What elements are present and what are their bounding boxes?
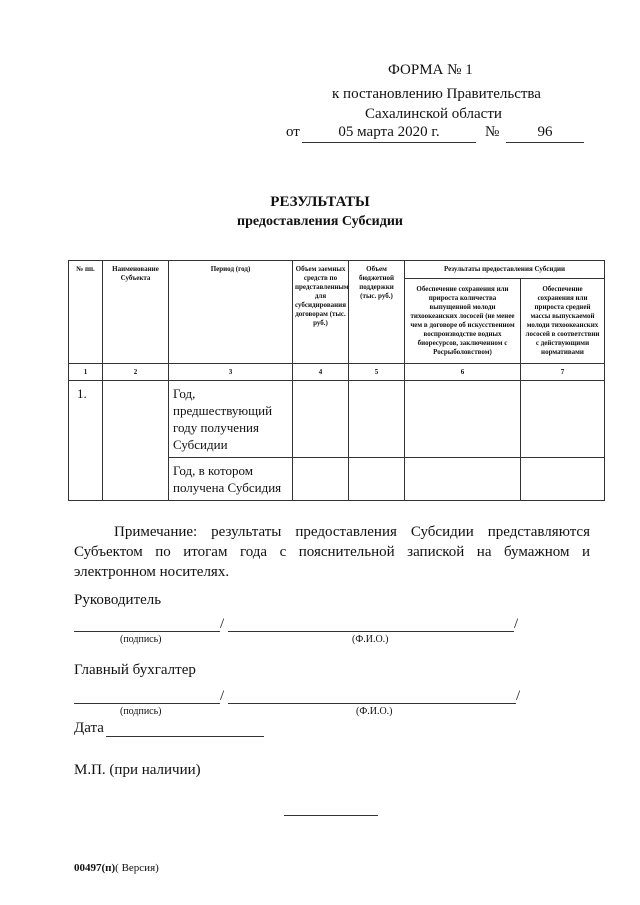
document-title: РЕЗУЛЬТАТЫ <box>270 194 370 210</box>
result-mass-cell <box>521 458 605 501</box>
header-subject-name: Наименование Субъекта <box>103 261 169 364</box>
period-previous-year: Год, предшествующий году получения Субсидии <box>173 386 273 452</box>
head-sign-caption: (подпись) <box>120 634 162 645</box>
period-cell <box>169 381 293 458</box>
header-results: Результаты предоставления Субсидии <box>405 261 605 279</box>
slash: / <box>514 616 519 632</box>
number-label: № <box>485 124 500 140</box>
from-label: от <box>286 124 300 140</box>
column-number: 7 <box>521 364 605 381</box>
accountant-name-line <box>228 702 516 704</box>
document-subtitle: предоставления Субсидии <box>237 214 403 229</box>
header-period: Период (год) <box>169 261 293 364</box>
form-title: ФОРМА № 1 <box>388 62 473 78</box>
accountant-sign-caption: (подпись) <box>120 706 162 717</box>
column-number: 4 <box>293 364 349 381</box>
column-number: 6 <box>405 364 521 381</box>
result-mass-cell <box>521 381 605 458</box>
accountant-label: Главный бухгалтер <box>74 662 196 678</box>
table-header-row <box>69 261 605 279</box>
loan-cell <box>293 381 349 458</box>
header-loan-volume: Объем заемных средств по представленным для субсидирования договорам (тыс. руб.) <box>293 261 349 364</box>
period-cell <box>169 458 293 501</box>
document-version: ( Версия) <box>115 862 159 874</box>
result-quantity-cell <box>405 458 521 501</box>
note-paragraph: Примечание: результаты предоставления Субсидии представляются Субъектом по итогам года с пояснительной запиской на бумажном и электронном носителях. <box>74 524 590 580</box>
table-row <box>69 381 605 458</box>
slash: / <box>516 688 521 704</box>
accountant-name-caption: (Ф.И.О.) <box>356 706 393 717</box>
bottom-separator <box>284 814 378 816</box>
date-line <box>106 735 264 737</box>
date-label: Дата <box>74 720 104 736</box>
accountant-signature-line <box>74 702 220 704</box>
document-footer <box>74 862 159 874</box>
column-number: 3 <box>169 364 293 381</box>
header-budget-support: Объем бюджетной поддержки (тыс. руб.) <box>349 261 405 364</box>
results-table <box>68 260 605 501</box>
column-number: 5 <box>349 364 405 381</box>
column-number: 1 <box>69 364 103 381</box>
row-number-cell <box>69 381 103 501</box>
stamp-label: М.П. (при наличии) <box>74 762 201 778</box>
header-result-mass: Обеспечение сохранения или прироста средней массы выпускаемой молоди тихоокеанских лососей в соответствии с действующими нормативами <box>521 279 605 364</box>
head-name-caption: (Ф.И.О.) <box>352 634 389 645</box>
header-num: № пп. <box>69 261 103 364</box>
header-result-quantity: Обеспечение сохранения или прироста количества выпущенной молоди тихоокеанских лососей (не менее чем в договоре об искусственном воспроизводстве водных биоресурсов, заключенном с Росрыболовством) <box>405 279 521 364</box>
slash: / <box>220 688 225 704</box>
loan-cell <box>293 458 349 501</box>
head-signature-line <box>74 630 220 632</box>
decree-reference: к постановлению Правительства <box>332 86 541 102</box>
subject-name-cell <box>103 381 169 501</box>
region-name: Сахалинской области <box>365 106 502 122</box>
result-quantity-cell <box>405 381 521 458</box>
slash: / <box>220 616 225 632</box>
head-label: Руководитель <box>74 592 162 608</box>
budget-cell <box>349 381 405 458</box>
column-number: 2 <box>103 364 169 381</box>
decree-number: 96 <box>506 122 584 143</box>
row-number: 1. <box>77 386 87 401</box>
period-current-year: Год, в котором получена Субсидия <box>173 463 282 495</box>
decree-date: 05 марта 2020 г. <box>302 122 476 143</box>
column-numbers-row <box>69 364 605 381</box>
budget-cell <box>349 458 405 501</box>
document-code: 00497(п) <box>74 862 116 874</box>
head-name-line <box>228 630 514 632</box>
